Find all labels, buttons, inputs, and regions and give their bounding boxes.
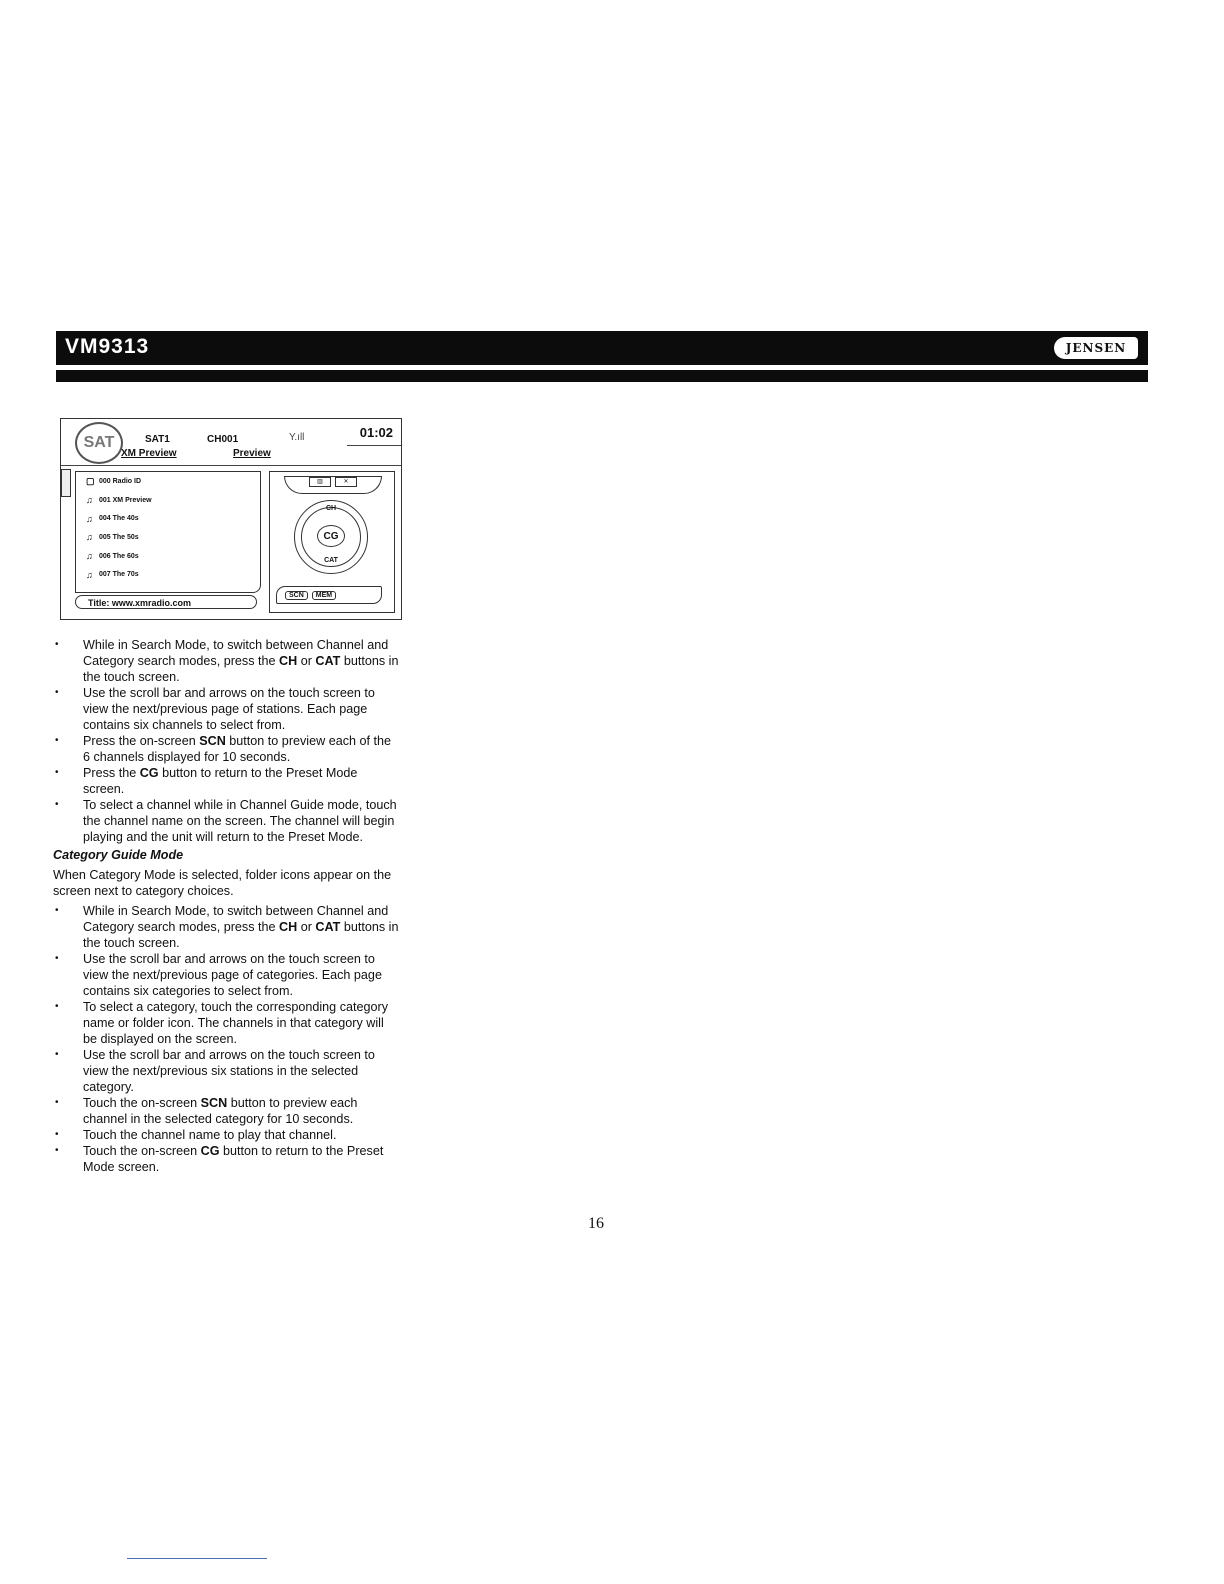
music-note-icon: ♫: [86, 551, 93, 562]
bullet-item: [53, 733, 401, 765]
title-line: Title: www.xmradio.com: [75, 595, 257, 609]
channel-number: CH001: [207, 434, 239, 445]
channel-row[interactable]: [76, 528, 260, 547]
bullet-item: [53, 999, 401, 1047]
category-name: XM Preview: [121, 448, 177, 459]
bullet-text: buttons in the touch screen.: [83, 654, 399, 684]
bullet-item: [53, 765, 401, 797]
bullet-text: To select a channel while in Channel Guide mode, touch the channel name on the screen. The channel will begin playing and the unit will return to the Preset Mode.: [83, 798, 397, 844]
bullet-text: Press the on-screen: [83, 734, 200, 748]
bullet-item: [53, 1047, 401, 1095]
bullet-text: Use the scroll bar and arrows on the touch screen to view the next/previous page of categories. Each page contains six categories to select from.: [83, 952, 382, 998]
bullet-text: or: [297, 920, 316, 934]
bold-term: SCN: [199, 734, 226, 748]
radio-icon: ▢: [86, 475, 95, 486]
bullet-text: While in Search Mode, to switch between Channel and Category search modes, press the: [83, 638, 389, 668]
music-note-icon: ♫: [86, 569, 93, 580]
bullet-item: [53, 1127, 401, 1143]
bullet-text: button to preview each channel in the selected category for 10 seconds.: [83, 1096, 358, 1126]
cg-button[interactable]: CG: [317, 525, 345, 547]
bold-term: CH: [279, 920, 298, 934]
bullet-item: [53, 797, 401, 845]
bold-term: CG: [200, 1144, 220, 1158]
signal-icon: Y.ıll: [289, 432, 305, 443]
bullet-list-category: [53, 903, 401, 1175]
bullet-text: button to preview each of the 6 channels displayed for 10 seconds.: [83, 734, 392, 764]
channel-label: 001 XM Preview: [99, 496, 152, 504]
device-screen-illustration: [60, 418, 402, 620]
music-note-icon: ♫: [86, 495, 93, 506]
sat-icon: SAT: [75, 422, 123, 464]
scn-button[interactable]: SCN: [285, 591, 308, 600]
bullet-text: or: [297, 654, 316, 668]
channel-list: [75, 471, 261, 593]
control-panel: [269, 471, 395, 613]
bullet-text: button to return to the Preset Mode screen.: [83, 766, 358, 796]
music-note-icon: ♫: [86, 513, 93, 524]
bold-term: CAT: [315, 654, 341, 668]
cat-button[interactable]: CAT: [324, 557, 338, 564]
channel-label: 000 Radio ID: [99, 477, 142, 485]
page-arrows[interactable]: [284, 476, 382, 494]
channel-row[interactable]: [76, 565, 260, 584]
bullet-text: Touch the on-screen: [83, 1144, 201, 1158]
bullet-text: Use the scroll bar and arrows on the touch screen to view the next/previous six stations in the selected category.: [83, 1048, 375, 1094]
page-number: 16: [588, 1215, 604, 1232]
clock: 01:02: [359, 425, 393, 440]
page-icon-right[interactable]: ✕: [335, 477, 357, 487]
category-intro: When Category Mode is selected, folder icons appear on the screen next to category choices.: [53, 868, 392, 898]
music-note-icon: ♫: [86, 532, 93, 543]
scroll-bar[interactable]: [61, 469, 71, 497]
jensen-logo: JENSEN: [1054, 337, 1138, 359]
channel-label: 005 The 50s: [99, 533, 139, 541]
model-title: VM9313: [65, 335, 150, 358]
bullet-item: [53, 637, 401, 685]
bullet-item: [53, 1143, 401, 1175]
footer-line: [127, 1558, 267, 1559]
bottom-buttons: [276, 586, 382, 604]
channel-row[interactable]: [76, 472, 260, 491]
divider: [61, 465, 401, 466]
bullet-text: Press the: [83, 766, 140, 780]
sat-band: SAT1: [145, 434, 170, 445]
header-rule: [56, 370, 1148, 382]
bullet-item: [53, 685, 401, 733]
bold-term: CAT: [315, 920, 341, 934]
bullet-list-channel: [53, 637, 401, 845]
page-icon-left[interactable]: ▥: [309, 477, 331, 487]
channel-row[interactable]: [76, 547, 260, 566]
bold-term: CH: [279, 654, 298, 668]
bullet-item: [53, 951, 401, 999]
bullet-item: [53, 1095, 401, 1127]
nav-pad: [294, 500, 368, 574]
mem-button[interactable]: MEM: [312, 591, 336, 600]
ch-button[interactable]: CH: [325, 505, 337, 512]
channel-label: 004 The 40s: [99, 515, 139, 523]
channel-row[interactable]: [76, 509, 260, 528]
bullet-item: [53, 903, 401, 951]
bullet-text: While in Search Mode, to switch between Channel and Category search modes, press the: [83, 904, 389, 934]
bold-term: CG: [139, 766, 159, 780]
header-bar: [56, 331, 1148, 365]
bullet-text: Use the scroll bar and arrows on the touch screen to view the next/previous page of stations. Each page contains six channels to select from.: [83, 686, 375, 732]
body-text: [53, 637, 401, 1175]
section-heading: Category Guide Mode: [53, 848, 184, 862]
channel-row[interactable]: [76, 491, 260, 510]
bullet-text: Touch the on-screen: [83, 1096, 201, 1110]
bullet-text: Touch the channel name to play that channel.: [83, 1128, 337, 1142]
channel-label: 006 The 60s: [99, 552, 139, 560]
song-name: Preview: [233, 448, 271, 459]
bullet-text: buttons in the touch screen.: [83, 920, 399, 950]
bullet-text: button to return to the Preset Mode screen.: [83, 1144, 384, 1174]
bullet-text: To select a category, touch the corresponding category name or folder icon. The channels in that category will be displayed on the screen.: [83, 1000, 388, 1046]
bold-term: SCN: [200, 1096, 228, 1110]
channel-label: 007 The 70s: [99, 571, 139, 579]
